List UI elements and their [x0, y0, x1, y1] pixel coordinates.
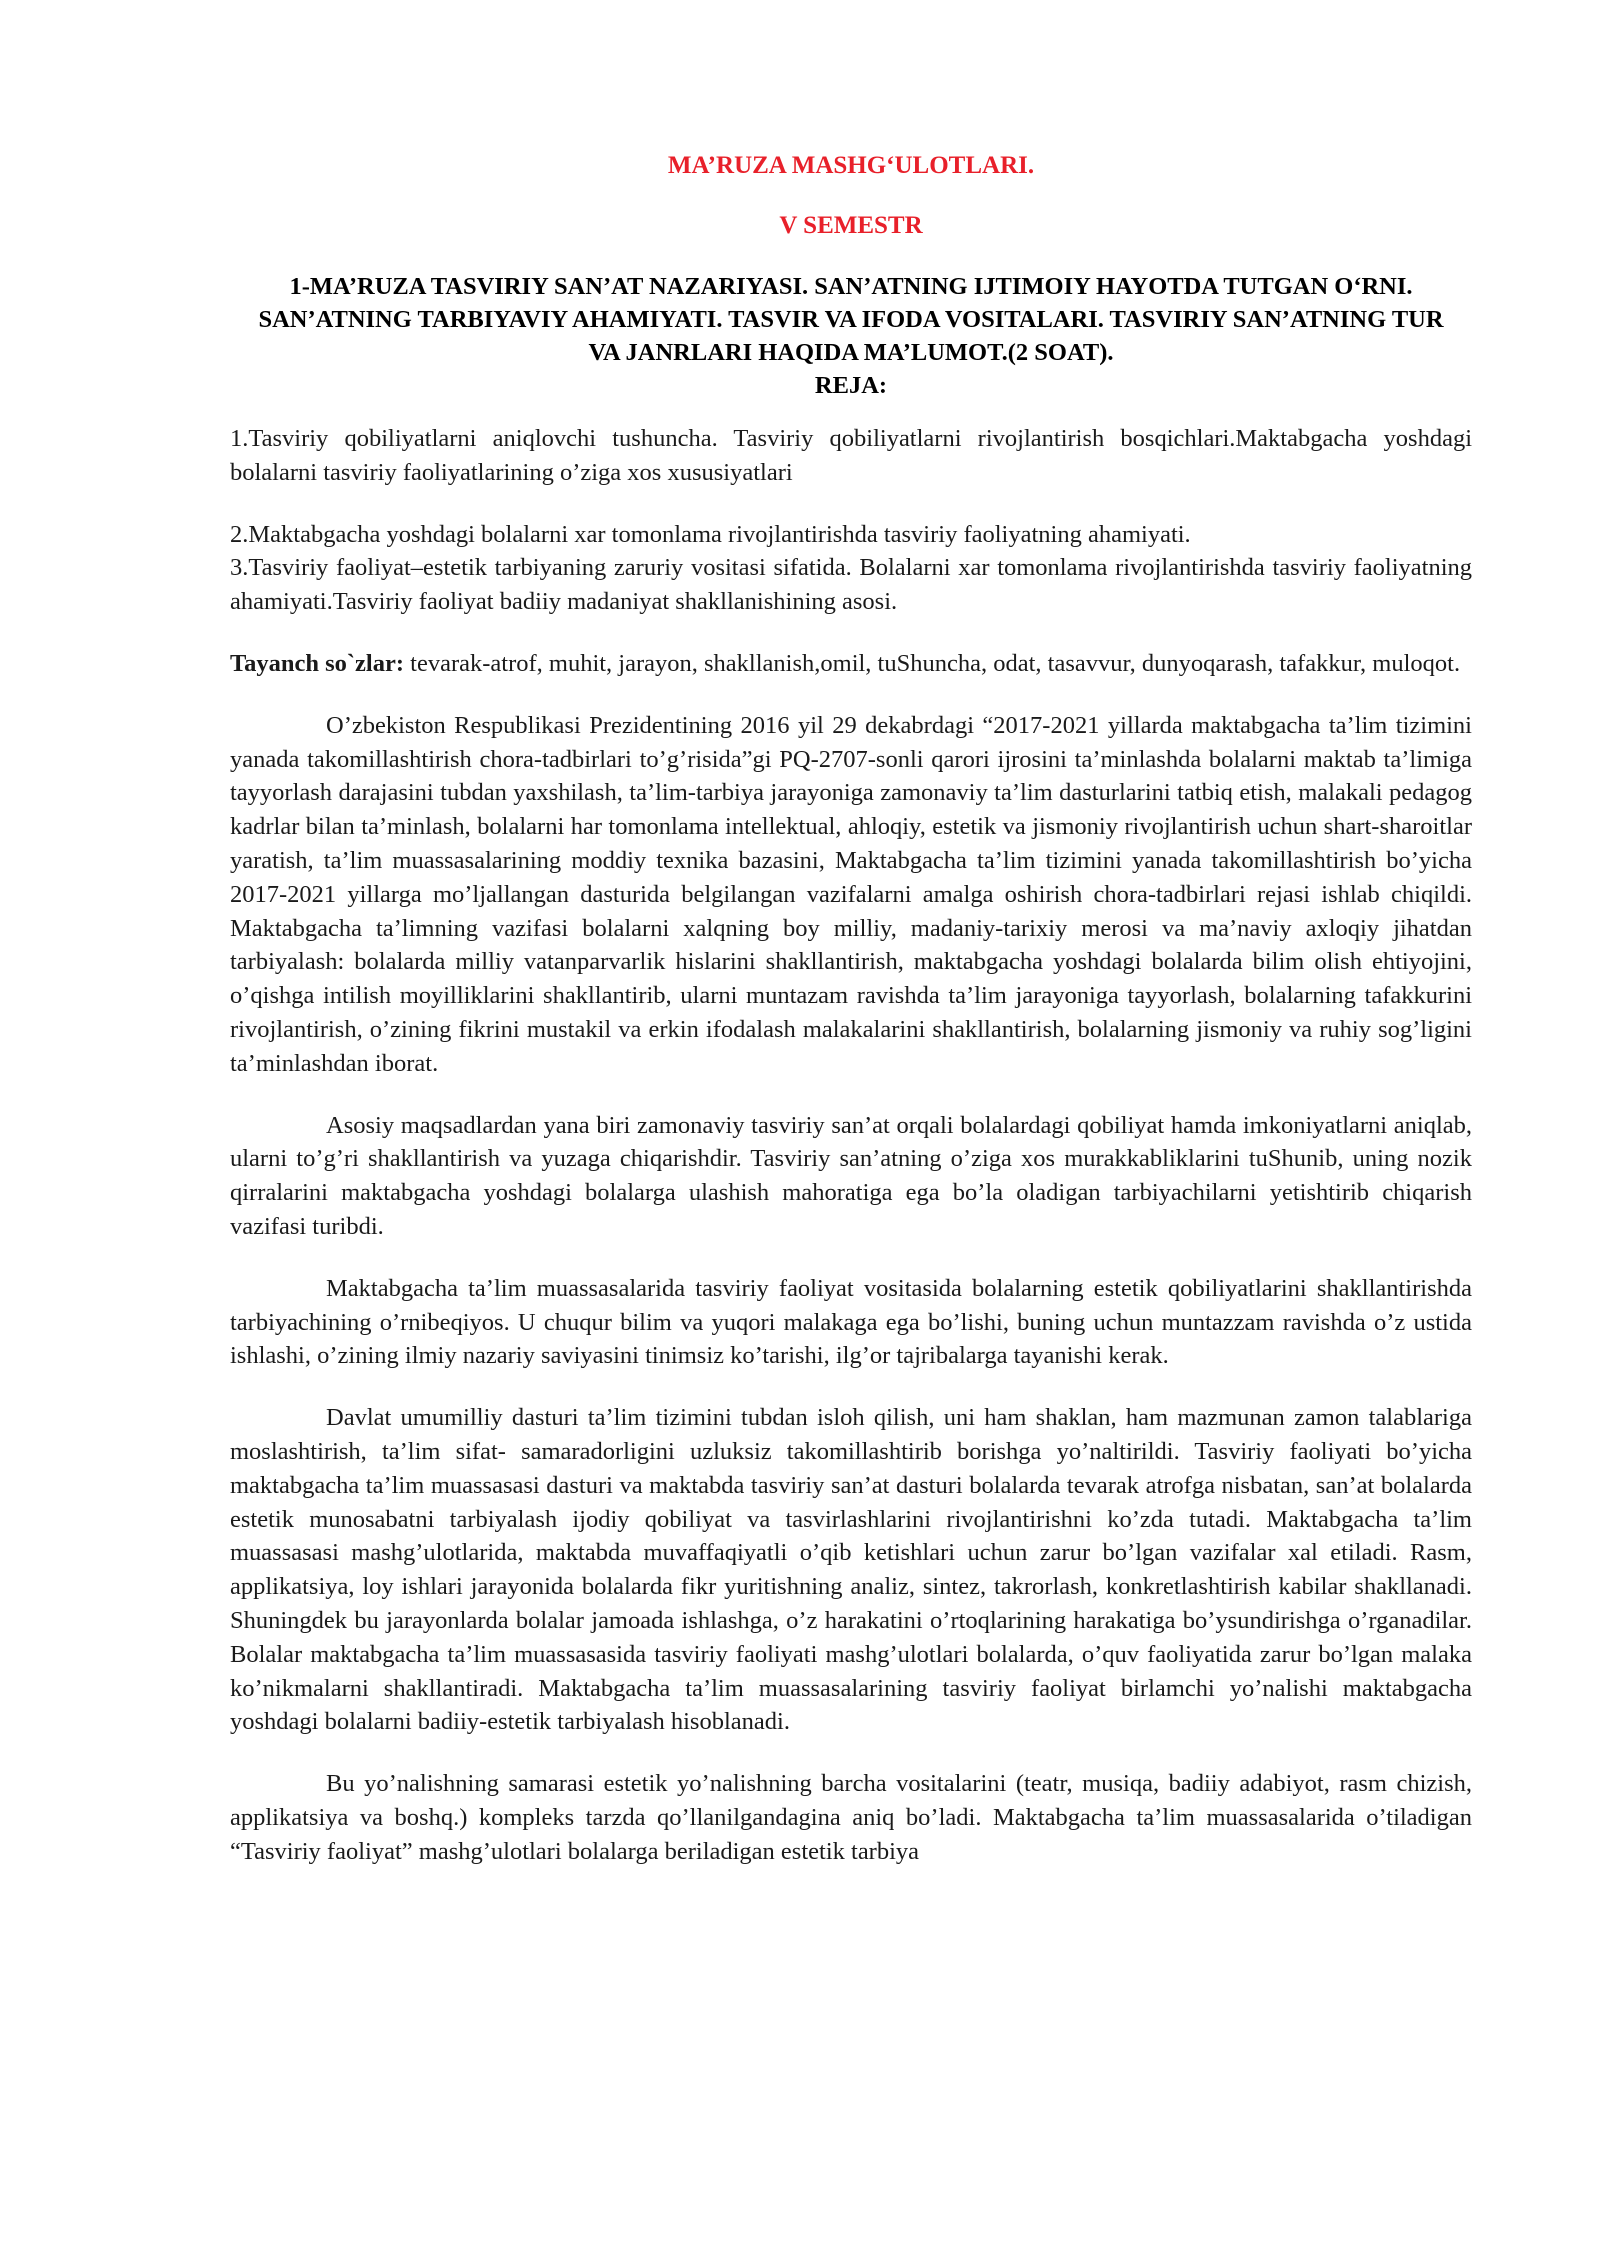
body-paragraph-3: Maktabgacha ta’lim muassasalarida tasviriy faoliyat vositasida bolalarning estetik qobiliyatlarini shakllantirishda tarbiyachining o’rnibeqiyos. U chuqur bilim va yuqori malakaga ega bo’lishi, buning uchun muntazzam ravishda o’z ustida ishlashi, o’zining ilmiy nazariy saviyasini tinimsiz ko’tarishi, ilg’or tajribalarga tayanishi kerak.	[230, 1274, 1472, 1370]
body-paragraph-5: Bu yo’nalishning samarasi estetik yo’nalishning barcha vositalarini (teatr, musiqa, badiiy adabiyot, rasm chizish, applikatsiya va boshq.) kompleks tarzda qo’llanilgandagina aniq bo’ladi. Maktabgacha ta’lim muassasalarida o’tiladigan “Tasviriy faoliyat” mashg’ulotlari bolalarga beriladigan estetik tarbiya	[230, 1770, 1472, 1865]
keywords-line	[230, 647, 1472, 681]
semester-heading: V SEMESTR	[779, 212, 923, 239]
plan-item-1: 1.Tasviriy qobiliyatlarni aniqlovchi tushuncha. Tasviriy qobiliyatlarni rivojlantirish bosqichlari.Maktabgacha yoshdagi bolalarni tasviriy faoliyatlarining o’ziga xos xususiyatlari	[230, 425, 1472, 486]
keywords-label: Tayanch so`zlar:	[230, 649, 405, 677]
lecture-title: 1-MA’RUZA TASVIRIY SAN’AT NAZARIYASI. SAN’ATNING IJTIMOIY HAYOTDA TUTGAN O‘RNI. SAN’ATNING TARBIYAVIY AHAMIYATI. TASVIR VA IFODA VOSITALARI. TASVIRIY SAN’ATNING TUR VA JANRLARI HAQIDA MA’LUMOT.(2 SOAT).	[258, 273, 1444, 366]
body-paragraph-4: Davlat umumilliy dasturi ta’lim tizimini tubdan isloh qilish, uni ham shaklan, ham mazmunan zamon talablariga moslashtirish, ta’lim sifat- samaradorligini uzluksiz takomillashtirib borishga yo’naltirildi. Tasviriy faoliyati bo’yicha maktabgacha ta’lim muassasasi dasturi va maktabda tasviriy san’at dasturi bolalarda tevarak atrofga nisbatan, san’at bolalarda estetik munosabatni tarbiyalash ijodiy qobiliyat va tasvirlashlarini rivojlantirishni ko’zda tutadi. Maktabgacha ta’lim muassasasi mashg’ulotlarida, maktabda muvaffaqiyatli o’qib ketishlari uchun zarur bo’lgan vazifalar xal etiladi. Rasm, applikatsiya, loy ishlari jarayonida bolalarda fikr yuritishning analiz, sintez, takrorlash, konkretlashtirish kabilar shakllanadi. Shuningdek bu jarayonlarda bolalar jamoada ishlashga, o’z harakatini o’rtoqlarining harakatiga bo’ysundirishga o’rganadilar. Bolalar maktabgacha ta’lim muassasasida tasviriy faoliyati mashg’ulotlari bolalarda, o’quv faoliyatida zarur bo’lgan malaka ko’nikmalarni shakllantiradi. Maktabgacha ta’lim muassasalarining tasviriy faoliyat birlamchi yo’nalishi maktabgacha yoshdagi bolalarni badiiy-estetik tarbiyalash hisoblanadi.	[230, 1404, 1472, 1736]
body-paragraph-1: O’zbekiston Respublikasi Prezidentining 2016 yil 29 dekabrdagi “2017-2021 yillarda maktabgacha ta’lim tizimini yanada takomillashtirish chora-tadbirlari to’g’risida”gi PQ-2707-sonli qarori ijrosini ta’minlashda bolalarni maktab ta’limiga tayyorlash darajasini tubdan yaxshilash, ta’lim-tarbiya jarayoniga zamonaviy ta’lim dasturlarini tatbiq etish, malakali pedagog kadrlar bilan ta’minlash, bolalarni har tomonlama intellektual, ahloqiy, estetik va jismoniy rivojlantirish uchun shart-sharoitlar yaratish, ta’lim muassasalarining moddiy texnika bazasini, Maktabgacha ta’lim tizimini yanada takomillashtirish bo’yicha 2017-2021 yillarga mo’ljallangan dasturida belgilangan vazifalarni amalga oshirish chora-tadbirlari rejasi ishlab chiqildi. Maktabgacha ta’limning vazifasi bolalarni xalqning boy milliy, madaniy-tarixiy merosi va ma’naviy axloqiy jihatdan tarbiyalash: bolalarda milliy vatanparvarlik hislarini shakllantirish, maktabgacha yoshdagi bolalarda bilim olish ehtiyojini, o’qishga intilish moyilliklarini shakllantirib, ularni muntazam ravishda ta’lim jarayoniga tayyorlash, bolalarning tafakkurini rivojlantirish, o’zining fikrini mustakil va erkin ifodalash malakalarini shakllantirish, bolalarning jismoniy va ruhiy sog’ligini ta’minlashdan iborat.	[230, 711, 1472, 1077]
body-paragraph-2: Asosiy maqsadlardan yana biri zamonaviy tasviriy san’at orqali bolalardagi qobiliyat hamda imkoniyatlarni aniqlab, ularni to’g’ri shakllantirish va yuzaga chiqarishdir. Tasviriy san’atning o’ziga xos murakkabliklarini tuShunib, uning nozik qirralarini maktabgacha yoshdagi bolalarga ulashish mahoratiga ega bo’la oladigan tarbiyachilarni yetishtirib chiqarish vazifasi turibdi.	[230, 1111, 1472, 1240]
plan-heading: REJA:	[814, 372, 888, 399]
lecture-section-heading: MA’RUZA MASHG‘ULOTLARI.	[667, 152, 1035, 179]
plan-item-2: 2.Maktabgacha yoshdagi bolalarni xar tomonlama rivojlantirishda tasviriy faoliyatning ahamiyati.	[230, 520, 1191, 548]
plan-item-3: 3.Tasviriy faoliyat–estetik tarbiyaning zaruriy vositasi sifatida. Bolalarni xar tomonlama rivojlantirishda tasviriy faoliyatning ahamiyati.Tasviriy faoliyat badiiy madaniyat shakllanishining asosi.	[230, 554, 1472, 616]
keywords-text: tevarak-atrof, muhit, jarayon, shakllanish,omil, tuShuncha, odat, tasavvur, dunyoqarash, tafakkur, muloqot.	[404, 649, 1461, 677]
